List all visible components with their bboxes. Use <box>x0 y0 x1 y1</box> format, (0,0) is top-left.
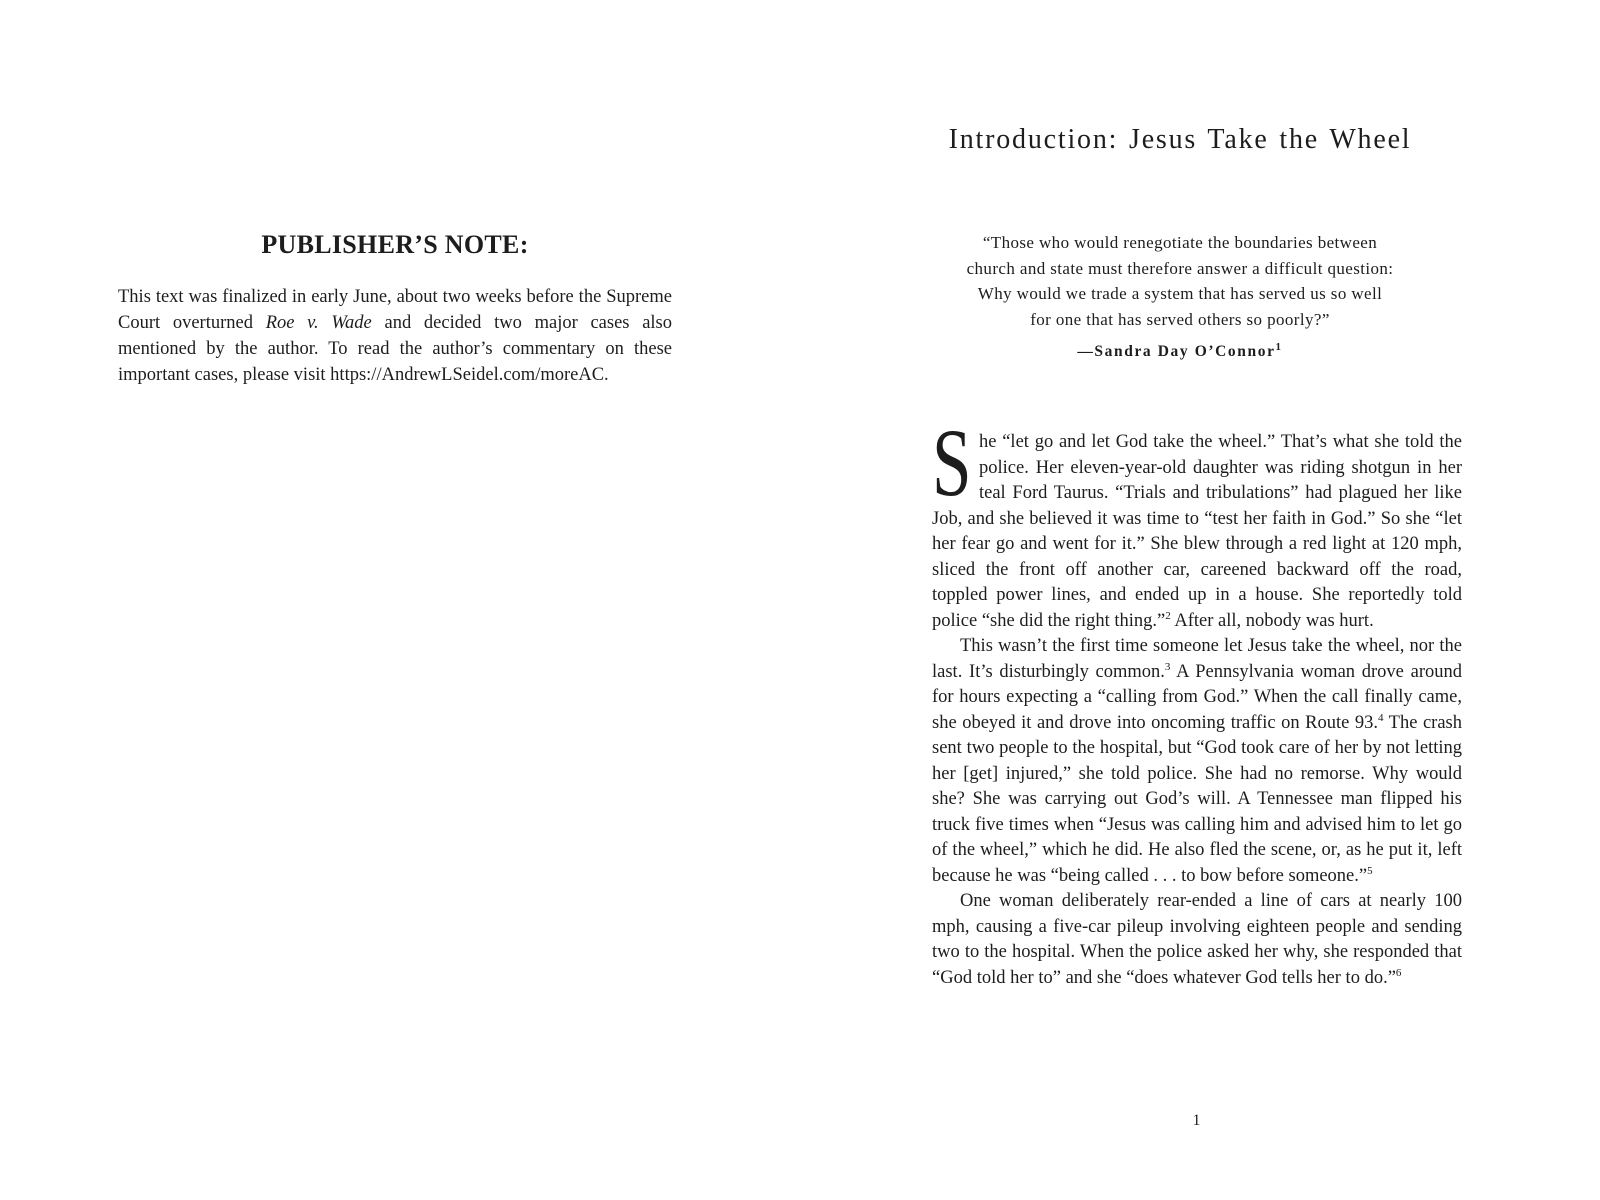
epigraph-line: “Those who would renegotiate the boundaries between <box>982 233 1378 252</box>
body-paragraph <box>932 409 1462 634</box>
drop-cap: S <box>932 409 972 516</box>
epigraph-note-number: 1 <box>1275 340 1283 353</box>
publishers-note-heading: PUBLISHER’S NOTE: <box>261 230 529 259</box>
epigraph <box>902 230 1458 365</box>
chapter-body <box>932 409 1462 991</box>
publishers-note-paragraph: This text was finalized in early June, about two weeks before the Supreme Court overturned Roe v. Wade and decided two major cases also mentioned by the author. To read the author’s commentary on these important cases, please visit https://AndrewLSeidel.com/moreAC. <box>118 287 672 385</box>
paragraph-text: he “let go and let God take the wheel.” That’s what she told the police. Her eleven-year-old daughter was riding shotgun in her teal Ford Taurus. “Trials and tribulations” had plagued her like Job, and she believed it was time to “test her faith in God.” So she “let her fear go and went for it.” She blew through a red light at 120 mph, sliced the front off another car, careened backward off the road, toppled power lines, and ended up in a house. She reportedly told police “she did the right thing.”$^2$ After all, nobody was hurt. <box>932 432 1462 631</box>
epigraph-line: Why would we trade a system that has served us so well <box>977 284 1383 303</box>
body-paragraph: One woman deliberately rear-ended a line of cars at nearly 100 mph, causing a five-car pileup involving eighteen people and sending two to the hospital. When the police asked her why, she responded that “God told her to” and she “does whatever God tells her to do.”$^6$ <box>932 891 1462 988</box>
publishers-note-block <box>118 230 672 388</box>
epigraph-attribution-name: —Sandra Day O’Connor <box>1077 343 1276 360</box>
epigraph-line: for one that has served others so poorly?” <box>1030 309 1330 329</box>
body-paragraph: This wasn’t the first time someone let Jesus take the wheel, nor the last. It’s disturbingly common.$^3$ A Pennsylvania woman drove around for hours expecting a “calling from God.” When the call finally came, she obeyed it and drove into oncoming traffic on Route 93.$^4$ The crash sent two people to the hospital, but “God took care of her by not letting her [get] injured,” she told police. She had no remorse. Why would she? She was carrying out God’s will. A Tennessee man flipped his truck five times when “Jesus was calling him and advised him to let go of the wheel,” which he did. He also fled the scene, or, as he put it, left because he was “being called . . . to bow before someone.”$^5$ <box>932 636 1462 886</box>
epigraph-line: church and state must therefore answer a difficult question: <box>966 258 1394 278</box>
epigraph-attribution <box>902 339 1458 365</box>
chapter-title: Introduction: Jesus Take the Wheel <box>948 124 1412 155</box>
page-number: 1 <box>1192 1112 1202 1129</box>
